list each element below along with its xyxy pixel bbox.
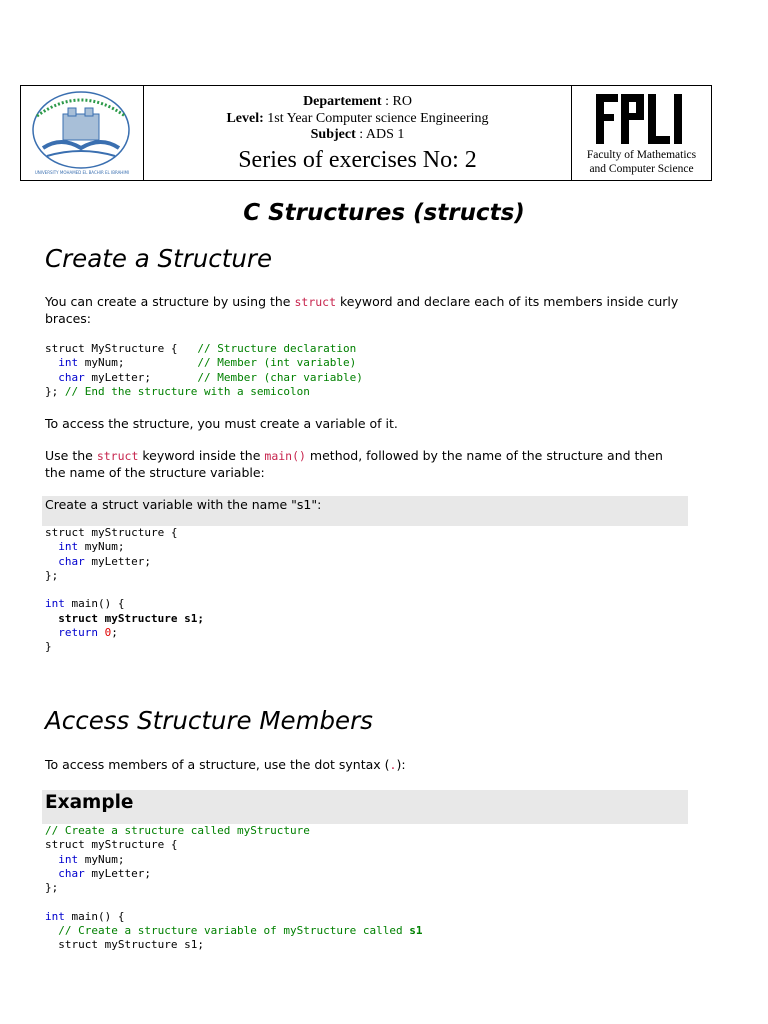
text-segment: You can create a structure by using the bbox=[45, 294, 295, 309]
code-keyword: return bbox=[58, 626, 98, 640]
code-text: }; bbox=[45, 881, 59, 895]
code-text: struct MyStructure { bbox=[45, 342, 198, 355]
code-type: int bbox=[58, 540, 79, 554]
code-text: ; bbox=[111, 626, 118, 640]
code-text: main() { bbox=[64, 597, 125, 611]
faculty-line-2: and Computer Science bbox=[589, 163, 694, 175]
code-number: 0 bbox=[104, 626, 112, 640]
logo-caption: UNIVERSITY MOHAMED EL BACHIR EL IBRAHIMI bbox=[34, 170, 130, 175]
heading-create-structure: Create a Structure bbox=[45, 244, 273, 273]
example-label: Example bbox=[45, 792, 134, 813]
code-text: myNum; bbox=[78, 540, 125, 554]
text-segment: Use the bbox=[45, 448, 97, 463]
code-text-bold: struct myStructure s1; bbox=[58, 611, 204, 625]
subject-line bbox=[144, 127, 571, 144]
document-title: C Structures (structs) bbox=[243, 200, 525, 226]
code-text: struct myStructure s1; bbox=[58, 938, 204, 952]
code-text: } bbox=[45, 640, 52, 654]
text-segment: ): bbox=[396, 757, 406, 772]
example-box-text: Create a struct variable with the name "s1": bbox=[45, 497, 322, 512]
keyword-struct: struct bbox=[294, 295, 337, 309]
keyword-struct: struct bbox=[96, 449, 139, 463]
text-segment: method, followed by the name of the structure and then the name of the structure variable: bbox=[45, 448, 663, 480]
code-comment: // Create a structure variable of myStructure called bbox=[58, 924, 410, 938]
department-value: : RO bbox=[385, 94, 412, 109]
level-line bbox=[144, 111, 571, 128]
faculty-name bbox=[572, 148, 711, 176]
code-text: myLetter; bbox=[84, 554, 151, 568]
keyword-dot: . bbox=[389, 758, 397, 772]
code-text: myNum; bbox=[78, 356, 198, 370]
code-type: int bbox=[58, 356, 79, 370]
code-text: main() { bbox=[64, 909, 125, 923]
faculty-cell bbox=[571, 86, 711, 180]
code-comment: // End the structure with a semicolon bbox=[64, 384, 310, 398]
level-label: Level: bbox=[226, 110, 264, 126]
university-logo-icon bbox=[21, 86, 141, 180]
text-segment: keyword inside the bbox=[138, 448, 265, 463]
code-text: myLetter; bbox=[84, 866, 151, 880]
code-text: myNum; bbox=[78, 852, 125, 866]
faculty-logo-icon bbox=[596, 94, 688, 144]
department-label: Departement bbox=[303, 94, 382, 109]
code-comment: // Create a structure called myStructure bbox=[45, 824, 310, 837]
code-block-variable bbox=[45, 526, 204, 655]
code-comment: // Member (char variable) bbox=[197, 370, 363, 384]
header-info bbox=[144, 86, 571, 180]
code-comment-bold: s1 bbox=[409, 924, 423, 938]
code-type: char bbox=[58, 866, 85, 880]
paragraph-access-note: To access the structure, you must create a variable of it. bbox=[45, 416, 398, 431]
header-table bbox=[20, 85, 712, 181]
code-text: }; bbox=[45, 384, 65, 398]
text-segment: To access members of a structure, use the dot syntax ( bbox=[45, 757, 390, 772]
subject-label: Subject bbox=[310, 127, 356, 142]
code-comment: // Member (int variable) bbox=[197, 356, 357, 370]
department-line bbox=[144, 94, 571, 111]
level-value: 1st Year Computer science Engineering bbox=[263, 110, 489, 126]
code-text: struct myStructure { bbox=[45, 526, 178, 539]
heading-access-members: Access Structure Members bbox=[45, 706, 373, 735]
code-block-declaration bbox=[45, 342, 363, 399]
faculty-line-1: Faculty of Mathematics bbox=[586, 149, 697, 161]
university-logo-cell bbox=[21, 86, 144, 180]
example-header-bar bbox=[42, 790, 688, 824]
subject-value: : ADS 1 bbox=[359, 127, 405, 142]
paragraph-create-intro bbox=[45, 294, 685, 326]
text-segment: keyword and declare each of its members inside curly braces: bbox=[45, 294, 679, 326]
code-type: int bbox=[45, 909, 65, 923]
code-text: myLetter; bbox=[84, 370, 198, 384]
code-indent bbox=[45, 356, 58, 369]
code-block-access bbox=[45, 824, 423, 953]
keyword-main: main() bbox=[264, 449, 306, 463]
code-type: char bbox=[58, 554, 85, 568]
code-type: char bbox=[58, 370, 85, 384]
code-type: int bbox=[58, 852, 79, 866]
code-text: }; bbox=[45, 568, 59, 582]
code-text: struct myStructure { bbox=[45, 838, 178, 852]
code-comment: // Structure declaration bbox=[197, 342, 357, 355]
paragraph-dot-syntax bbox=[45, 757, 685, 774]
paragraph-use-struct bbox=[45, 448, 685, 480]
code-indent bbox=[45, 371, 58, 384]
code-type: int bbox=[45, 597, 65, 611]
series-title: Series of exercises No: 2 bbox=[238, 146, 477, 173]
